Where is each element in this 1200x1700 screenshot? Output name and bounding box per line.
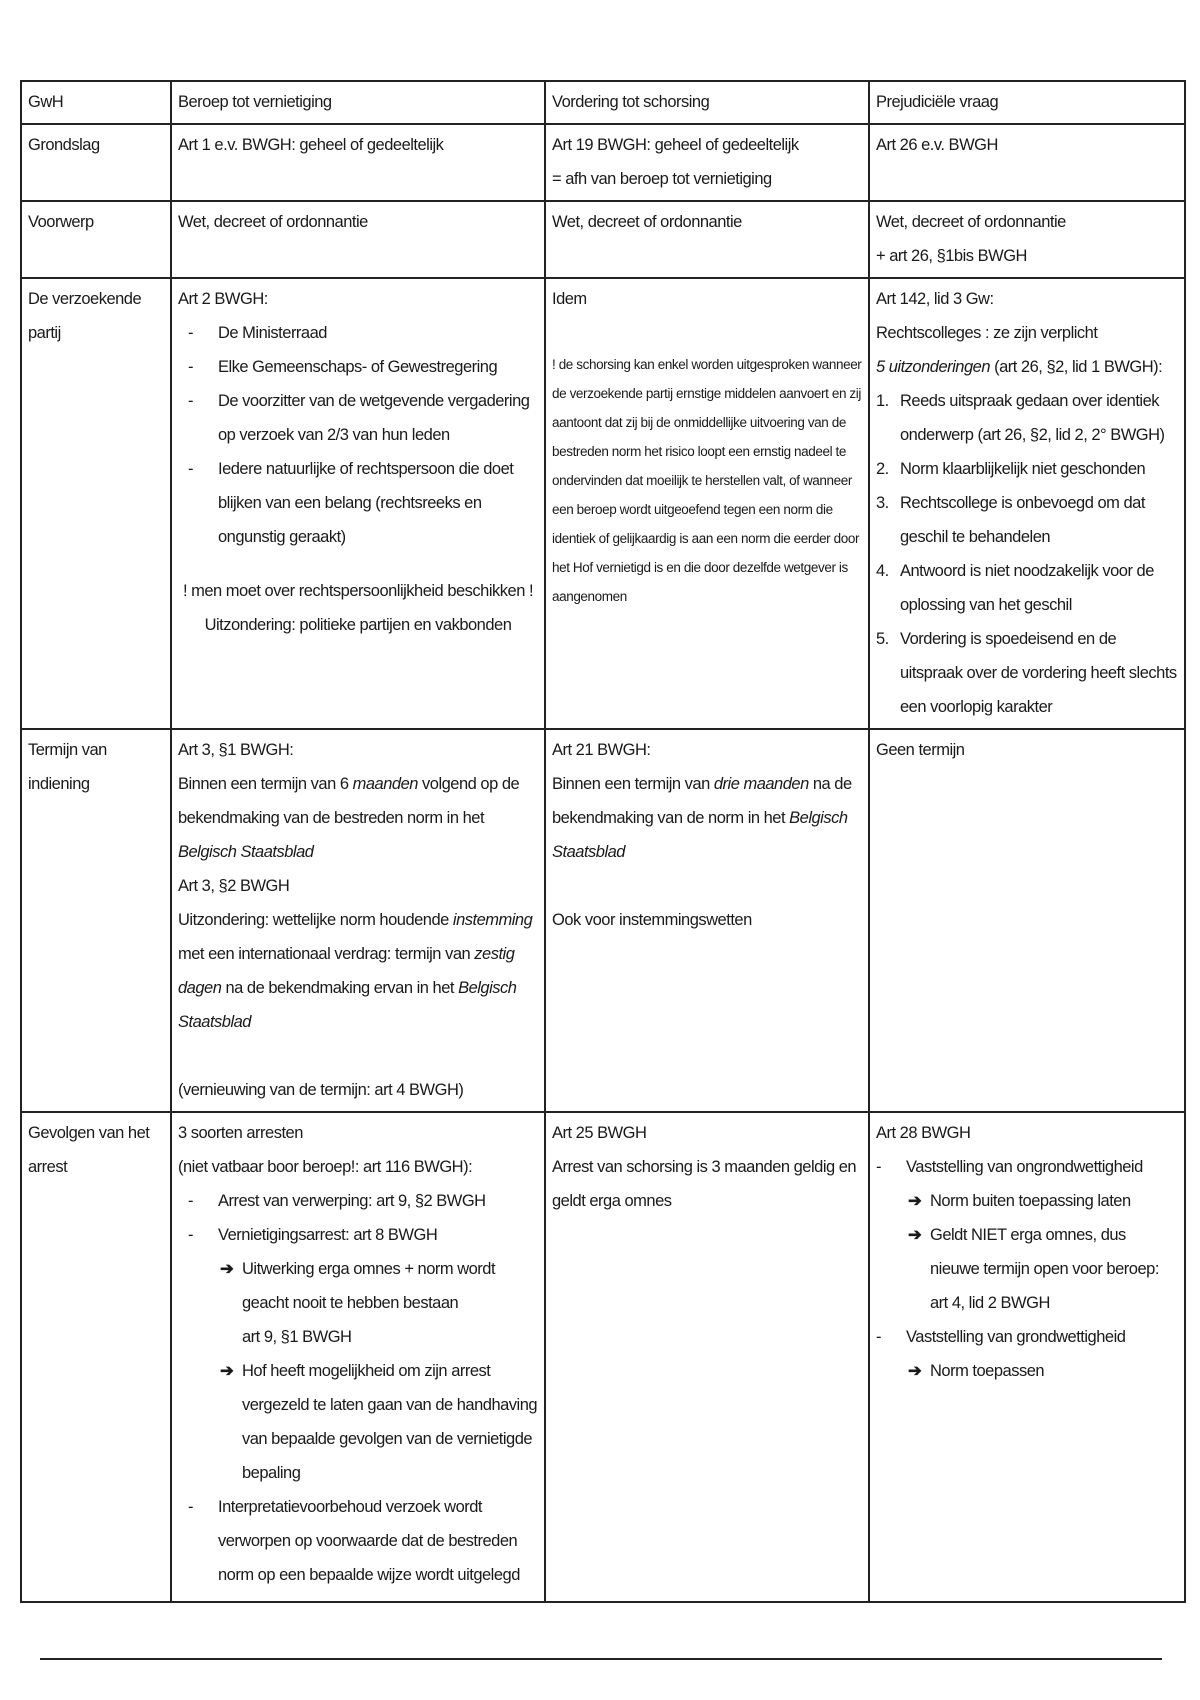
text-line: Art 3, §2 BWGH [178,877,290,895]
cell-voorwerp-prejudicieel [869,201,1185,278]
table-row-termijn [21,729,1185,1112]
numbered-list [876,384,1178,724]
list-number: 2. [876,460,889,478]
table-row-grondslag [21,124,1185,201]
text-span: volgend op de bekendmaking van de bestreden norm in het [178,775,520,827]
cell-termijn-schorsing [545,729,869,1112]
list-item: - Iedere natuurlijke of rechtspersoon die doet blijken van een belang (rechtsreeks en ongunstig geraakt) [188,452,538,554]
list-item-text: Norm toepassen [930,1362,1045,1380]
italic-text: instemming [452,911,533,929]
dash-list [178,316,538,554]
right-arrow-icon: ➔ [908,1362,922,1380]
cell-grondslag-beroep: Art 1 e.v. BWGH: geheel of gedeeltelijk [171,124,545,201]
right-arrow-icon: ➔ [220,1260,234,1278]
list-item-text: Antwoord is niet noodzakelijk voor de oplossing van het geschil [900,562,1154,614]
text-line: Art 28 BWGH [876,1124,971,1142]
list-item: - De Ministerraad [188,316,538,350]
list-item [188,1218,538,1490]
text-line: Art 142, lid 3 Gw: [876,290,994,308]
text-span: (art 26, §2, lid 1 BWGH): [990,358,1163,376]
row-label-grondslag: Grondslag [21,124,171,201]
text-line [552,767,862,869]
text-line: Art 21 BWGH: [552,741,651,759]
right-arrow-icon: ➔ [908,1192,922,1210]
italic-text: drie maanden [713,775,809,793]
list-item-text: Hof heeft mogelijkheid om zijn arrest vergezeld te laten gaan van de handhaving van bepaalde gevolgen van de vernietigde bepaling [242,1362,538,1482]
table-row-gevolgen [21,1112,1185,1602]
text-line: Ook voor instemmingswetten [552,911,752,929]
dash-list [178,1184,538,1592]
list-item-text: Norm buiten toepassing laten [930,1192,1131,1210]
dash-list [876,1150,1178,1388]
text-span: Binnen een termijn van 6 [178,775,353,793]
text-line: Art 3, §1 BWGH: [178,741,294,759]
list-item-text: Rechtscollege is onbevoegd om dat geschil te behandelen [900,494,1145,546]
text-line [876,350,1178,384]
text-line: Rechtscolleges : ze zijn verplicht [876,324,1098,342]
cell-termijn-beroep [171,729,545,1112]
header-cell-gwh: GwH [21,81,171,124]
row-label-voorwerp: Voorwerp [21,201,171,278]
list-item [876,554,1178,622]
cell-grondslag-schorsing [545,124,869,201]
text-line: Art 25 BWGH [552,1124,647,1142]
italic-text: maanden [352,775,418,793]
cell-gevolgen-schorsing [545,1112,869,1602]
text-line [178,903,538,1039]
list-item-text: Uitwerking erga omnes + norm wordt geacht nooit te hebben bestaan [242,1260,496,1312]
list-item-text: - Vaststelling van grondwettigheid [906,1328,1126,1346]
list-item-text: - Vaststelling van ongrondwettigheid [906,1158,1143,1176]
right-arrow-icon: ➔ [908,1226,922,1244]
text-line: (niet vatbaar boor beroep!: art 116 BWGH): [178,1158,473,1176]
arrow-list-item [218,1252,538,1354]
arrow-list [906,1184,1178,1320]
list-item-text: Norm klaarblijkelijk niet geschonden [900,460,1146,478]
arrow-list [906,1354,1178,1388]
text-span: met een internationaal verdrag: termijn van [178,945,475,963]
right-arrow-icon: ➔ [220,1362,234,1380]
arrow-list [218,1252,538,1490]
cell-partij-beroep [171,278,545,729]
italic-text: Belgisch Staatsblad [552,809,848,861]
cell-grondslag-prejudicieel: Art 26 e.v. BWGH [869,124,1185,201]
arrow-list-item [906,1218,1178,1320]
cell-voorwerp-beroep: Wet, decreet of ordonnantie [171,201,545,278]
list-item [876,452,1178,486]
text-line: Arrest van schorsing is 3 maanden geldig en geldt erga omnes [552,1158,857,1210]
list-item-ref: art 9, §1 BWGH [242,1328,352,1346]
italic-text: Belgisch Staatsblad [178,843,314,861]
footer-divider [40,1658,1162,1660]
italic-text: zestig dagen [178,945,515,997]
header-cell-beroep: Beroep tot vernietiging [171,81,545,124]
arrow-list-item [906,1184,1178,1218]
list-item: - Elke Gemeenschaps- of Gewestregering [188,350,538,384]
text-span: Binnen een termijn van [552,775,714,793]
warning-note: ! men moet over rechtspersoonlijkheid beschikken ! [182,582,534,600]
text-line: (vernieuwing van de termijn: art 4 BWGH) [178,1081,464,1099]
list-number: 3. [876,494,889,512]
list-item-text: Geldt NIET erga omnes, dus nieuwe termijn open voor beroep: art 4, lid 2 BWGH [930,1226,1159,1312]
list-item: - De voorzitter van de wetgevende vergadering op verzoek van 2/3 van hun leden [188,384,538,452]
list-item [876,622,1178,724]
list-item: - Interpretatievoorbehoud verzoek wordt verworpen op voorwaarde dat de bestreden norm op een bepaalde wijze wordt uitgelegd [188,1490,538,1592]
exception-note: Uitzondering: politieke partijen en vakbonden [204,616,512,634]
list-item-text: Reeds uitspraak gedaan over identiek onderwerp (art 26, §2, lid 2, 2° BWGH) [900,392,1165,444]
italic-text: Belgisch Staatsblad [178,979,517,1031]
arrow-list-item [906,1354,1178,1388]
header-cell-schorsing: Vordering tot schorsing [545,81,869,124]
text-span: na de bekendmaking van de norm in het [552,775,852,827]
text-line [178,767,538,869]
cell-gevolgen-prejudicieel [869,1112,1185,1602]
list-item-text: Vordering is spoedeisend en de uitspraak over de vordering heeft slechts een voorlopig karakter [900,630,1177,716]
list-item [876,1320,1178,1388]
italic-text: 5 uitzonderingen [876,358,991,376]
text-line: Art 2 BWGH: [178,290,268,308]
cell-gevolgen-beroep [171,1112,545,1602]
text-line: + art 26, §1bis BWGH [876,247,1027,265]
row-label-gevolgen: Gevolgen van het arrest [21,1112,171,1602]
list-number: 1. [876,392,889,410]
row-label-termijn: Termijn van indiening [21,729,171,1112]
text-line: 3 soorten arresten [178,1124,303,1142]
list-item-text: - Vernietigingsarrest: art 8 BWGH [218,1226,438,1244]
cell-voorwerp-schorsing: Wet, decreet of ordonnantie [545,201,869,278]
text-span: Uitzondering: wettelijke norm houdende [178,911,453,929]
arrow-list-item [218,1354,538,1490]
cell-partij-prejudicieel [869,278,1185,729]
text-line: Wet, decreet of ordonnantie [876,213,1066,231]
list-item [876,384,1178,452]
list-item [876,1150,1178,1320]
list-item [876,486,1178,554]
row-label-verzoekende-partij: De verzoekende partij [21,278,171,729]
text-line: Art 19 BWGH: geheel of gedeeltelijk [552,136,799,154]
table-row-voorwerp [21,201,1185,278]
table-header-row [21,81,1185,124]
text-line: Idem [552,290,587,308]
text-span: na de bekendmaking ervan in het [221,979,459,997]
cell-partij-schorsing [545,278,869,729]
list-item: - Arrest van verwerping: art 9, §2 BWGH [188,1184,538,1218]
table-row-verzoekende-partij [21,278,1185,729]
text-line: = afh van beroep tot vernietiging [552,170,772,188]
header-cell-prejudicieel: Prejudiciële vraag [869,81,1185,124]
list-number: 4. [876,562,889,580]
cell-termijn-prejudicieel: Geen termijn [869,729,1185,1112]
warning-note: ! de schorsing kan enkel worden uitgesproken wanneer de verzoekende partij ernstige middelen aanvoert en zij aantoont dat zij bij de onmiddellijke uitvoering van de bestreden norm het risico loopt een ernstig nadeel te ondervinden dat moeilijk te herstellen valt, of wanneer een beroep wordt uitgeoefend tegen een norm die identiek of gelijkaardig is aan een norm die eerder door het Hof vernietigd is en die door dezelfde wetgever is aangenomen [552,357,862,604]
list-number: 5. [876,630,889,648]
comparison-table [20,80,1186,1603]
